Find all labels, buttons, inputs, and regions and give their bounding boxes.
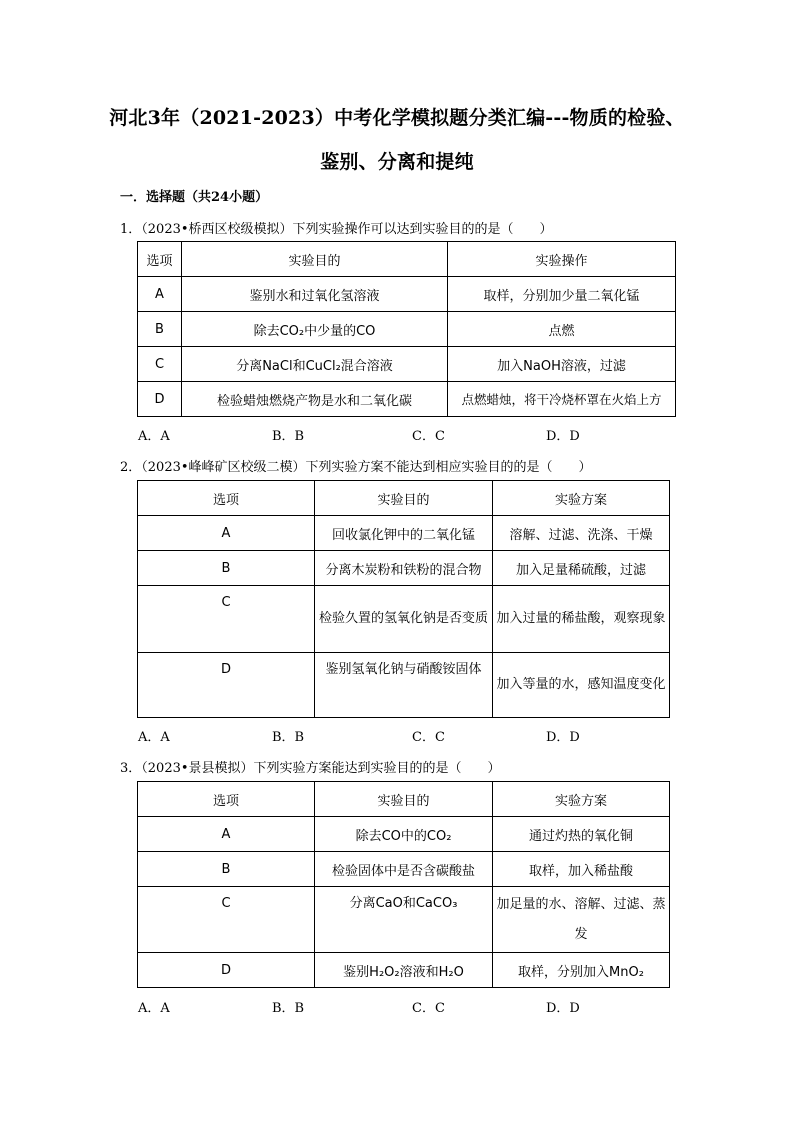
- document-title-line-1: 河北3年（2021-2023）中考化学模拟题分类汇编---物质的检验、: [109, 107, 685, 129]
- table-cell: 加足量的水、溶解、过滤、蒸发: [493, 887, 670, 953]
- table-row: [138, 887, 670, 953]
- table-cell: 分离CaO和CaCO₃: [315, 887, 493, 953]
- option-a[interactable]: A．A: [138, 429, 170, 444]
- option-d[interactable]: D．D: [546, 1001, 580, 1016]
- question-2-options: [138, 726, 698, 746]
- header-cell: 选项: [138, 782, 315, 817]
- option-c[interactable]: C．C: [412, 1001, 445, 1016]
- table-row: [138, 551, 670, 586]
- question-3-table: [137, 781, 670, 988]
- table-cell: A: [138, 277, 182, 312]
- table-cell: C: [138, 586, 315, 653]
- table-row: [138, 382, 676, 417]
- option-b[interactable]: B．B: [272, 1001, 305, 1016]
- table-row: [138, 347, 676, 382]
- table-cell: 取样，分别加入MnO₂: [493, 953, 670, 988]
- header-cell: 实验目的: [315, 782, 493, 817]
- table-cell: A: [138, 516, 315, 551]
- question-1-options: [138, 425, 698, 445]
- table-cell: 加入足量稀硫酸，过滤: [493, 551, 670, 586]
- option-a[interactable]: A．A: [138, 730, 170, 745]
- table-cell: 加入过量的稀盐酸，观察现象: [493, 586, 670, 653]
- table-row: [138, 277, 676, 312]
- question-2-stem: 2．（2023•峰峰矿区校级二模）下列实验方案不能达到相应实验目的的是（ ）: [120, 460, 592, 475]
- table-cell: 通过灼热的氧化铜: [493, 817, 670, 852]
- option-c[interactable]: C．C: [412, 730, 445, 745]
- table-cell: 分离木炭粉和铁粉的混合物: [315, 551, 493, 586]
- header-cell: 实验目的: [182, 242, 448, 277]
- table-cell: 检验蜡烛燃烧产物是水和二氧化碳: [182, 382, 448, 417]
- option-d[interactable]: D．D: [546, 730, 580, 745]
- table-row: [138, 516, 670, 551]
- section-heading: 一．选择题（共24小题）: [120, 190, 269, 205]
- table-cell: C: [138, 347, 182, 382]
- table-cell: C: [138, 887, 315, 953]
- option-a[interactable]: A．A: [138, 1001, 170, 1016]
- table-row: [138, 852, 670, 887]
- table-cell: 溶解、过滤、洗涤、干燥: [493, 516, 670, 551]
- table-row: [138, 817, 670, 852]
- table-row: [138, 653, 670, 718]
- question-2-table: [137, 480, 670, 718]
- table-cell: 加入等量的水，感知温度变化: [493, 653, 670, 718]
- table-header-row: [138, 481, 670, 516]
- document-title-line-2: 鉴别、分离和提纯: [320, 151, 474, 173]
- table-cell: 鉴别H₂O₂溶液和H₂O: [315, 953, 493, 988]
- table-cell: 除去CO中的CO₂: [315, 817, 493, 852]
- header-cell: 选项: [138, 242, 182, 277]
- table-cell: B: [138, 312, 182, 347]
- header-cell: 实验方案: [493, 782, 670, 817]
- table-cell: 点燃蜡烛，将干冷烧杯罩在火焰上方: [448, 382, 676, 417]
- question-1-stem: 1．（2023•桥西区校级模拟）下列实验操作可以达到实验目的的是（ ）: [120, 222, 553, 237]
- table-row: [138, 586, 670, 653]
- table-cell: 回收氯化钾中的二氧化锰: [315, 516, 493, 551]
- question-3-options: [138, 997, 698, 1017]
- header-cell: 实验目的: [315, 481, 493, 516]
- table-cell: 检验固体中是否含碳酸盐: [315, 852, 493, 887]
- table-cell: A: [138, 817, 315, 852]
- option-b[interactable]: B．B: [272, 429, 305, 444]
- table-cell: 取样，分别加少量二氧化锰: [448, 277, 676, 312]
- header-cell: 实验方案: [493, 481, 670, 516]
- table-header-row: [138, 242, 676, 277]
- table-cell: 分离NaCl和CuCl₂混合溶液: [182, 347, 448, 382]
- table-cell: 除去CO₂中少量的CO: [182, 312, 448, 347]
- question-3-stem: 3．（2023•景县模拟）下列实验方案能达到实验目的的是（ ）: [120, 761, 501, 776]
- question-1-table: [137, 241, 676, 417]
- table-cell: 点燃: [448, 312, 676, 347]
- table-row: [138, 953, 670, 988]
- header-cell: 选项: [138, 481, 315, 516]
- table-cell: D: [138, 382, 182, 417]
- table-cell: D: [138, 953, 315, 988]
- table-header-row: [138, 782, 670, 817]
- table-cell: 鉴别氢氧化钠与硝酸铵固体: [315, 653, 493, 718]
- table-cell: 取样，加入稀盐酸: [493, 852, 670, 887]
- table-cell: 鉴别水和过氧化氢溶液: [182, 277, 448, 312]
- table-cell: 加入NaOH溶液，过滤: [448, 347, 676, 382]
- header-cell: 实验操作: [448, 242, 676, 277]
- option-b[interactable]: B．B: [272, 730, 305, 745]
- table-cell: 检验久置的氢氧化钠是否变质: [315, 586, 493, 653]
- table-row: [138, 312, 676, 347]
- table-cell: B: [138, 551, 315, 586]
- option-d[interactable]: D．D: [546, 429, 580, 444]
- option-c[interactable]: C．C: [412, 429, 445, 444]
- table-cell: D: [138, 653, 315, 718]
- table-cell: B: [138, 852, 315, 887]
